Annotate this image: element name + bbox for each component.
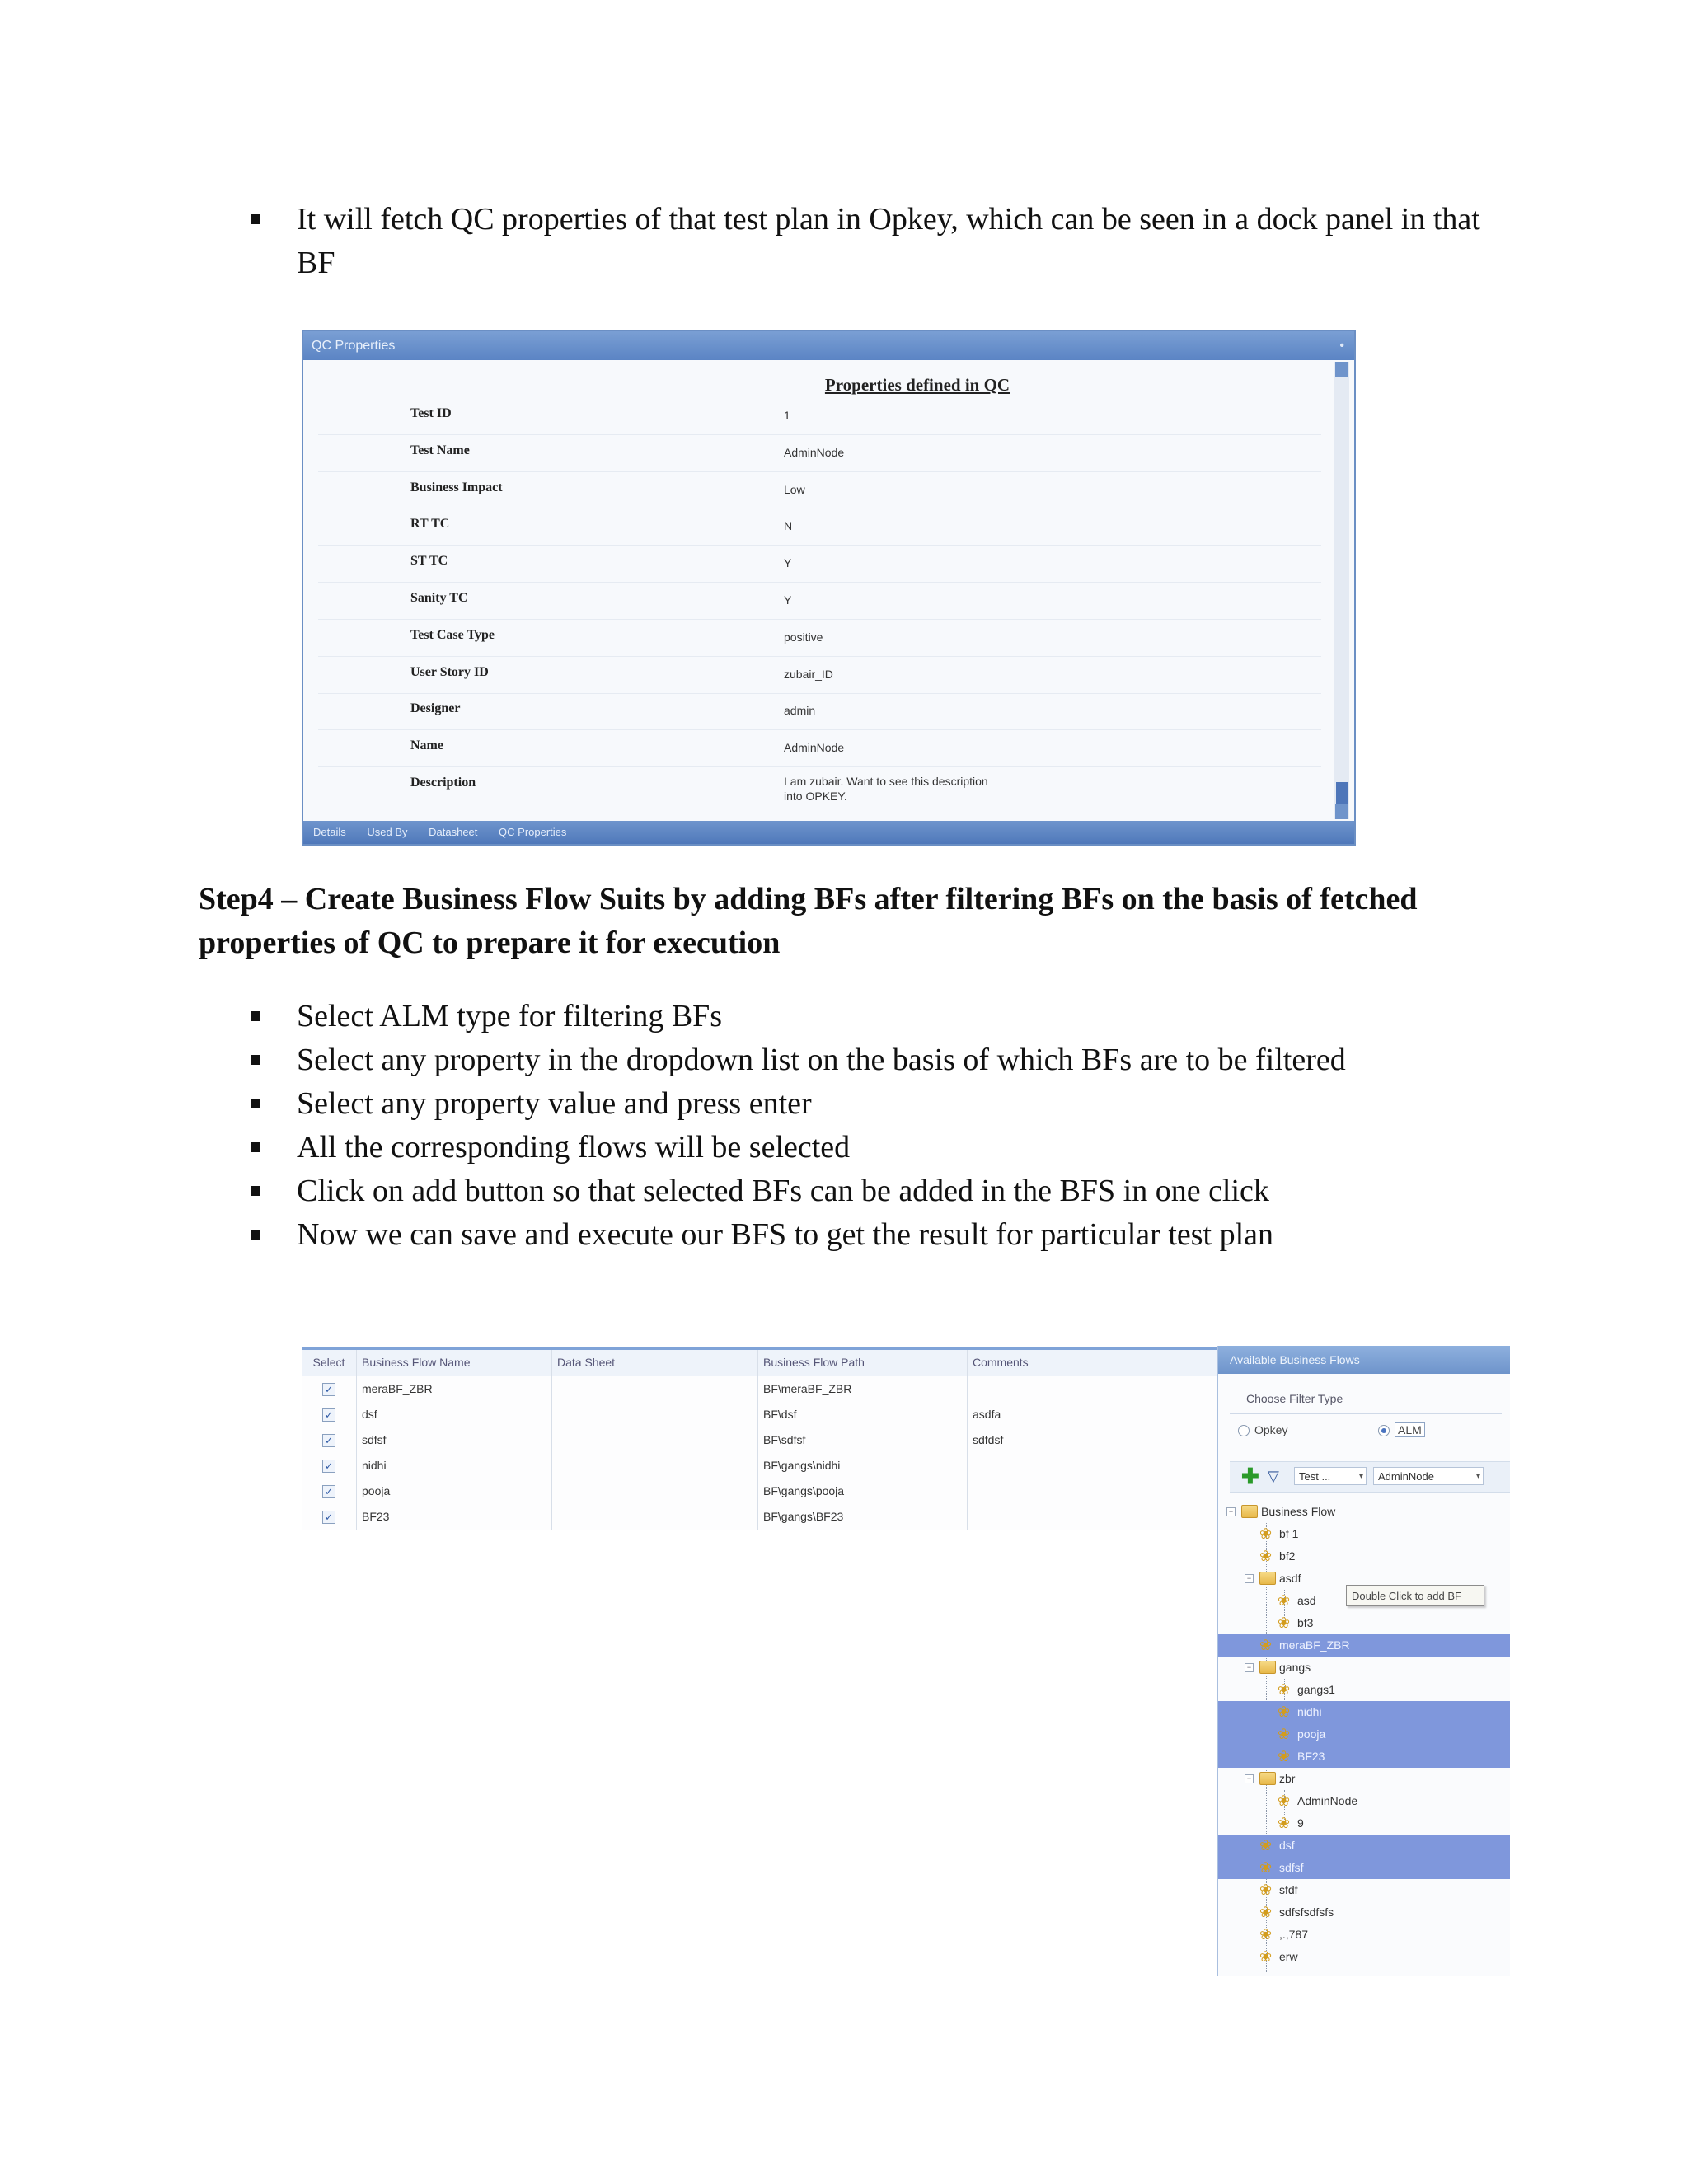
- qc-panel-title: QC Properties: [312, 339, 396, 353]
- qc-panel-titlebar: [303, 331, 1354, 360]
- folder-icon: [1259, 1772, 1276, 1785]
- add-bf-tooltip: Double Click to add BF: [1346, 1585, 1484, 1606]
- tree-node-label: sdfsfsdfsfs: [1279, 1905, 1334, 1919]
- tree-node-label: zbr: [1279, 1772, 1296, 1785]
- qc-scrollbar[interactable]: [1334, 362, 1349, 819]
- step-bullet-item: [247, 1082, 1500, 1126]
- cell-data-sheet: [552, 1376, 758, 1402]
- step-text: Click on add button so that selected BFs can be added in the BFS in one click: [297, 1174, 1269, 1208]
- qc-property-label: Description: [410, 776, 476, 790]
- cell-select: [302, 1402, 357, 1427]
- square-bullet-icon: [251, 1230, 260, 1240]
- qc-property-label: Business Impact: [410, 480, 503, 494]
- filter-type-label: Choose Filter Type: [1246, 1392, 1343, 1405]
- tree-flow-node[interactable]: [1218, 1879, 1510, 1901]
- tree-flow-node[interactable]: [1218, 1790, 1510, 1812]
- step-bullet-item: [247, 1213, 1500, 1257]
- step-bullet-item: [247, 995, 1500, 1038]
- tree-node-label: 9: [1297, 1816, 1304, 1830]
- qc-panel-body: [303, 360, 1354, 821]
- step-text: Now we can save and execute our BFS to get the result for particular test plan: [297, 1217, 1274, 1252]
- scroll-up-icon[interactable]: [1335, 362, 1348, 377]
- tree-node-label: BF23: [1297, 1750, 1325, 1763]
- radio-off-icon[interactable]: [1238, 1425, 1250, 1436]
- business-flow-icon: ❀: [1259, 1526, 1273, 1542]
- tree-flow-node[interactable]: [1218, 1545, 1510, 1568]
- qc-property-label: Designer: [410, 701, 461, 716]
- qc-property-value[interactable]: zubair_ID: [784, 667, 833, 681]
- tree-node-label: ,.,787: [1279, 1928, 1309, 1941]
- col-header-name[interactable]: Business Flow Name: [357, 1350, 552, 1376]
- tree-flow-node[interactable]: [1218, 1612, 1510, 1634]
- business-flow-grid: [302, 1347, 1217, 1540]
- checkbox-checked-icon[interactable]: ✓: [322, 1408, 335, 1422]
- tree-folder-node[interactable]: [1218, 1657, 1510, 1679]
- checkbox-checked-icon[interactable]: ✓: [322, 1485, 335, 1498]
- table-row[interactable]: [302, 1376, 1217, 1403]
- qc-property-row: [318, 620, 1321, 657]
- square-bullet-icon: [251, 1142, 260, 1152]
- qc-property-value[interactable]: positive: [784, 630, 823, 644]
- tree-flow-node[interactable]: [1218, 1723, 1510, 1746]
- radio-alm-label: ALM: [1395, 1422, 1425, 1437]
- tree-flow-node[interactable]: [1218, 1812, 1510, 1835]
- cell-data-sheet: [552, 1453, 758, 1479]
- square-bullet-icon: [251, 1055, 260, 1065]
- cell-flow-path: BF\gangs\BF23: [758, 1504, 968, 1530]
- folder-icon: [1241, 1505, 1258, 1518]
- qc-properties-panel: [302, 330, 1356, 846]
- filter-toolbar: [1230, 1461, 1510, 1493]
- qc-property-label: Name: [410, 738, 443, 753]
- tree-folder-node[interactable]: [1218, 1501, 1510, 1523]
- cell-flow-path: BF\gangs\nidhi: [758, 1453, 968, 1479]
- tree-flow-node[interactable]: [1218, 1679, 1510, 1701]
- available-flows-title: Available Business Flows: [1218, 1346, 1510, 1374]
- business-flow-icon: ❀: [1259, 1859, 1273, 1876]
- qc-property-value[interactable]: N: [784, 519, 793, 533]
- grid-header-row: [302, 1350, 1217, 1376]
- folder-icon: [1259, 1661, 1276, 1674]
- business-flow-icon: ❀: [1259, 1904, 1273, 1920]
- cell-select: [302, 1376, 357, 1402]
- cell-comments: [968, 1504, 1217, 1530]
- qc-property-value[interactable]: admin: [784, 704, 816, 718]
- step-text: Select any property value and press enter: [297, 1086, 812, 1121]
- intro-bullet-list: [247, 198, 1500, 285]
- cell-data-sheet: [552, 1479, 758, 1504]
- collapse-icon[interactable]: −: [1226, 1507, 1236, 1516]
- value-dropdown-value: AdminNode: [1378, 1470, 1434, 1483]
- tree-node-label: sfdf: [1279, 1883, 1298, 1896]
- tree-flow-node[interactable]: [1218, 1946, 1510, 1968]
- cell-comments: asdfa: [973, 1408, 1001, 1421]
- qc-property-value[interactable]: I am zubair. Want to see this description into OPKEY.: [784, 775, 988, 803]
- cell-flow-name: sdfsf: [357, 1427, 552, 1453]
- business-flow-icon: ❀: [1259, 1926, 1273, 1943]
- tree-node-label: erw: [1279, 1950, 1298, 1963]
- business-flow-icon: ❀: [1259, 1837, 1273, 1854]
- business-flow-icon: ❀: [1278, 1681, 1291, 1698]
- business-flow-icon: ❀: [1259, 1882, 1273, 1898]
- radio-alm[interactable]: [1378, 1423, 1425, 1436]
- cell-flow-path: BF\meraBF_ZBR: [758, 1376, 968, 1402]
- checkbox-checked-icon[interactable]: ✓: [322, 1383, 335, 1396]
- qc-property-value[interactable]: Y: [784, 593, 792, 607]
- business-flow-icon: ❀: [1259, 1637, 1273, 1653]
- tree-flow-node[interactable]: [1218, 1701, 1510, 1723]
- cell-select: [302, 1453, 357, 1479]
- qc-property-label: Test Case Type: [410, 627, 495, 642]
- tree-flow-node[interactable]: [1218, 1924, 1510, 1946]
- step-text: All the corresponding flows will be selected: [297, 1130, 851, 1165]
- qc-properties-heading: Properties defined in QC: [824, 375, 1010, 395]
- tab-datasheet[interactable]: Datasheet: [429, 826, 478, 838]
- tree-node-label: asdf: [1279, 1572, 1301, 1585]
- qc-property-value[interactable]: Low: [784, 482, 805, 496]
- property-dropdown-value: Test ...: [1299, 1470, 1331, 1483]
- qc-property-row: [318, 583, 1321, 620]
- cell-select: [302, 1427, 357, 1453]
- business-flow-icon: ❀: [1278, 1592, 1291, 1609]
- square-bullet-icon: [251, 1011, 260, 1021]
- qc-property-label: Sanity TC: [410, 591, 468, 605]
- tree-node-label: AdminNode: [1297, 1794, 1358, 1807]
- tree-node-label: asd: [1297, 1594, 1316, 1607]
- tree-flow-node[interactable]: [1218, 1746, 1510, 1768]
- tree-node-label: Business Flow: [1261, 1505, 1336, 1518]
- cell-flow-name: nidhi: [357, 1453, 552, 1479]
- table-row[interactable]: [302, 1402, 1217, 1428]
- qc-property-value[interactable]: AdminNode: [784, 445, 845, 459]
- tree-node-label: dsf: [1279, 1839, 1295, 1852]
- qc-property-value[interactable]: AdminNode: [784, 741, 845, 755]
- table-row[interactable]: [302, 1427, 1217, 1454]
- qc-property-row: [318, 472, 1321, 509]
- scroll-down-icon[interactable]: [1335, 804, 1348, 819]
- qc-property-row: [318, 509, 1321, 546]
- intro-bullet-item: [247, 198, 1500, 285]
- qc-property-label: Test Name: [410, 443, 470, 457]
- divider: [1230, 1413, 1502, 1414]
- qc-property-row: [318, 730, 1321, 767]
- tree-node-label: pooja: [1297, 1727, 1326, 1741]
- chevron-down-icon[interactable]: ▾: [1358, 1472, 1363, 1481]
- intro-bullet-text: It will fetch QC properties of that test plan in Opkey, which can be seen in a dock panel in that BF: [297, 202, 1480, 280]
- tree-node-label: bf 1: [1279, 1527, 1299, 1540]
- cell-flow-name: dsf: [357, 1402, 552, 1427]
- square-bullet-icon: [251, 1186, 260, 1196]
- steps-bullet-list: [247, 995, 1500, 1257]
- cell-data-sheet: [552, 1427, 758, 1453]
- cell-comments: [968, 1479, 1217, 1504]
- business-flow-icon: ❀: [1259, 1948, 1273, 1965]
- tree-folder-node[interactable]: [1218, 1768, 1510, 1790]
- step4-heading: Step4 – Create Business Flow Suits by adding BFs after filtering BFs on the basis of fetched properties of QC to prepare it for execution: [199, 882, 1418, 960]
- qc-property-value[interactable]: Y: [784, 556, 792, 570]
- tab-qc-properties[interactable]: QC Properties: [499, 826, 567, 838]
- radio-opkey[interactable]: [1238, 1423, 1287, 1436]
- cell-flow-path: BF\sdfsf: [758, 1427, 968, 1453]
- business-flow-icon: ❀: [1278, 1793, 1291, 1809]
- table-row[interactable]: [302, 1504, 1217, 1530]
- qc-property-value[interactable]: 1: [784, 409, 790, 422]
- tree-flow-node[interactable]: [1218, 1835, 1510, 1857]
- col-header-data-sheet[interactable]: Data Sheet: [552, 1350, 758, 1376]
- qc-property-label: RT TC: [410, 517, 450, 532]
- tree-flow-node[interactable]: [1218, 1523, 1510, 1545]
- tree-node-label: gangs: [1279, 1661, 1311, 1674]
- checkbox-checked-icon[interactable]: ✓: [322, 1460, 335, 1473]
- qc-property-row: [318, 398, 1321, 435]
- col-header-select[interactable]: Select: [302, 1350, 357, 1376]
- tree-node-label: sdfsf: [1279, 1861, 1304, 1874]
- cell-data-sheet: [552, 1504, 758, 1530]
- step-bullet-item: [247, 1038, 1500, 1082]
- qc-property-label: User Story ID: [410, 664, 489, 679]
- qc-property-label: Test ID: [410, 406, 452, 420]
- folder-icon: [1259, 1572, 1276, 1585]
- square-bullet-icon: [251, 1099, 260, 1108]
- col-header-comments[interactable]: Comments: [973, 1356, 1029, 1369]
- pin-icon[interactable]: •: [1339, 339, 1344, 353]
- tree-node-label: bf3: [1297, 1616, 1314, 1629]
- table-row[interactable]: [302, 1453, 1217, 1479]
- cell-flow-name: pooja: [357, 1479, 552, 1504]
- qc-property-label: ST TC: [410, 554, 448, 569]
- tree-node-label: meraBF_ZBR: [1279, 1638, 1350, 1652]
- table-row[interactable]: [302, 1479, 1217, 1505]
- filter-icon[interactable]: ▽: [1268, 1468, 1279, 1484]
- square-bullet-icon: [251, 214, 260, 224]
- business-flow-icon: ❀: [1278, 1815, 1291, 1831]
- radio-opkey-label: Opkey: [1254, 1423, 1288, 1436]
- step-bullet-item: [247, 1169, 1500, 1213]
- business-flow-icon: ❀: [1278, 1704, 1291, 1720]
- business-flow-icon: ❀: [1278, 1615, 1291, 1631]
- tab-details[interactable]: Details: [313, 826, 346, 838]
- tree-node-label: bf2: [1279, 1549, 1296, 1563]
- checkbox-checked-icon[interactable]: ✓: [322, 1434, 335, 1447]
- qc-property-row: [318, 435, 1321, 472]
- collapse-icon[interactable]: −: [1245, 1574, 1254, 1583]
- qc-property-row: [318, 693, 1321, 730]
- qc-panel-tabs: [303, 821, 1354, 844]
- step-text: Select any property in the dropdown list on the basis of which BFs are to be filtered: [297, 1043, 1346, 1077]
- add-icon[interactable]: ✚: [1241, 1464, 1259, 1488]
- business-flow-icon: ❀: [1278, 1726, 1291, 1742]
- col-header-path[interactable]: Business Flow Path: [758, 1350, 968, 1376]
- chevron-down-icon[interactable]: ▾: [1475, 1472, 1480, 1481]
- tree-flow-node[interactable]: [1218, 1857, 1510, 1879]
- collapse-icon[interactable]: −: [1245, 1774, 1254, 1783]
- cell-select: [302, 1504, 357, 1530]
- tab-used-by[interactable]: Used By: [367, 826, 408, 838]
- business-flow-icon: ❀: [1259, 1548, 1273, 1564]
- cell-flow-path: BF\gangs\pooja: [758, 1479, 968, 1504]
- cell-flow-name: meraBF_ZBR: [357, 1376, 552, 1402]
- collapse-icon[interactable]: −: [1245, 1663, 1254, 1672]
- available-business-flows-panel: [1217, 1346, 1510, 1976]
- cell-select: [302, 1479, 357, 1504]
- cell-comments: sdfdsf: [973, 1433, 1004, 1446]
- property-dropdown[interactable]: [1294, 1467, 1367, 1485]
- qc-property-row: [318, 767, 1321, 804]
- radio-on-icon[interactable]: [1378, 1425, 1390, 1436]
- cell-flow-name: BF23: [357, 1504, 552, 1530]
- cell-flow-path: BF\dsf: [758, 1402, 968, 1427]
- cell-comments: [968, 1453, 1217, 1479]
- qc-property-row: [318, 657, 1321, 694]
- tree-flow-node[interactable]: [1218, 1901, 1510, 1924]
- tree-node-label: nidhi: [1297, 1705, 1322, 1718]
- qc-property-row: [318, 546, 1321, 583]
- tree-flow-node[interactable]: [1218, 1634, 1510, 1657]
- cell-comments: [968, 1376, 1217, 1402]
- step-bullet-item: [247, 1126, 1500, 1169]
- cell-data-sheet: [552, 1402, 758, 1427]
- checkbox-checked-icon[interactable]: ✓: [322, 1511, 335, 1524]
- step-text: Select ALM type for filtering BFs: [297, 999, 723, 1033]
- tree-node-label: gangs1: [1297, 1683, 1335, 1696]
- value-dropdown[interactable]: [1373, 1467, 1484, 1485]
- business-flow-icon: ❀: [1278, 1748, 1291, 1765]
